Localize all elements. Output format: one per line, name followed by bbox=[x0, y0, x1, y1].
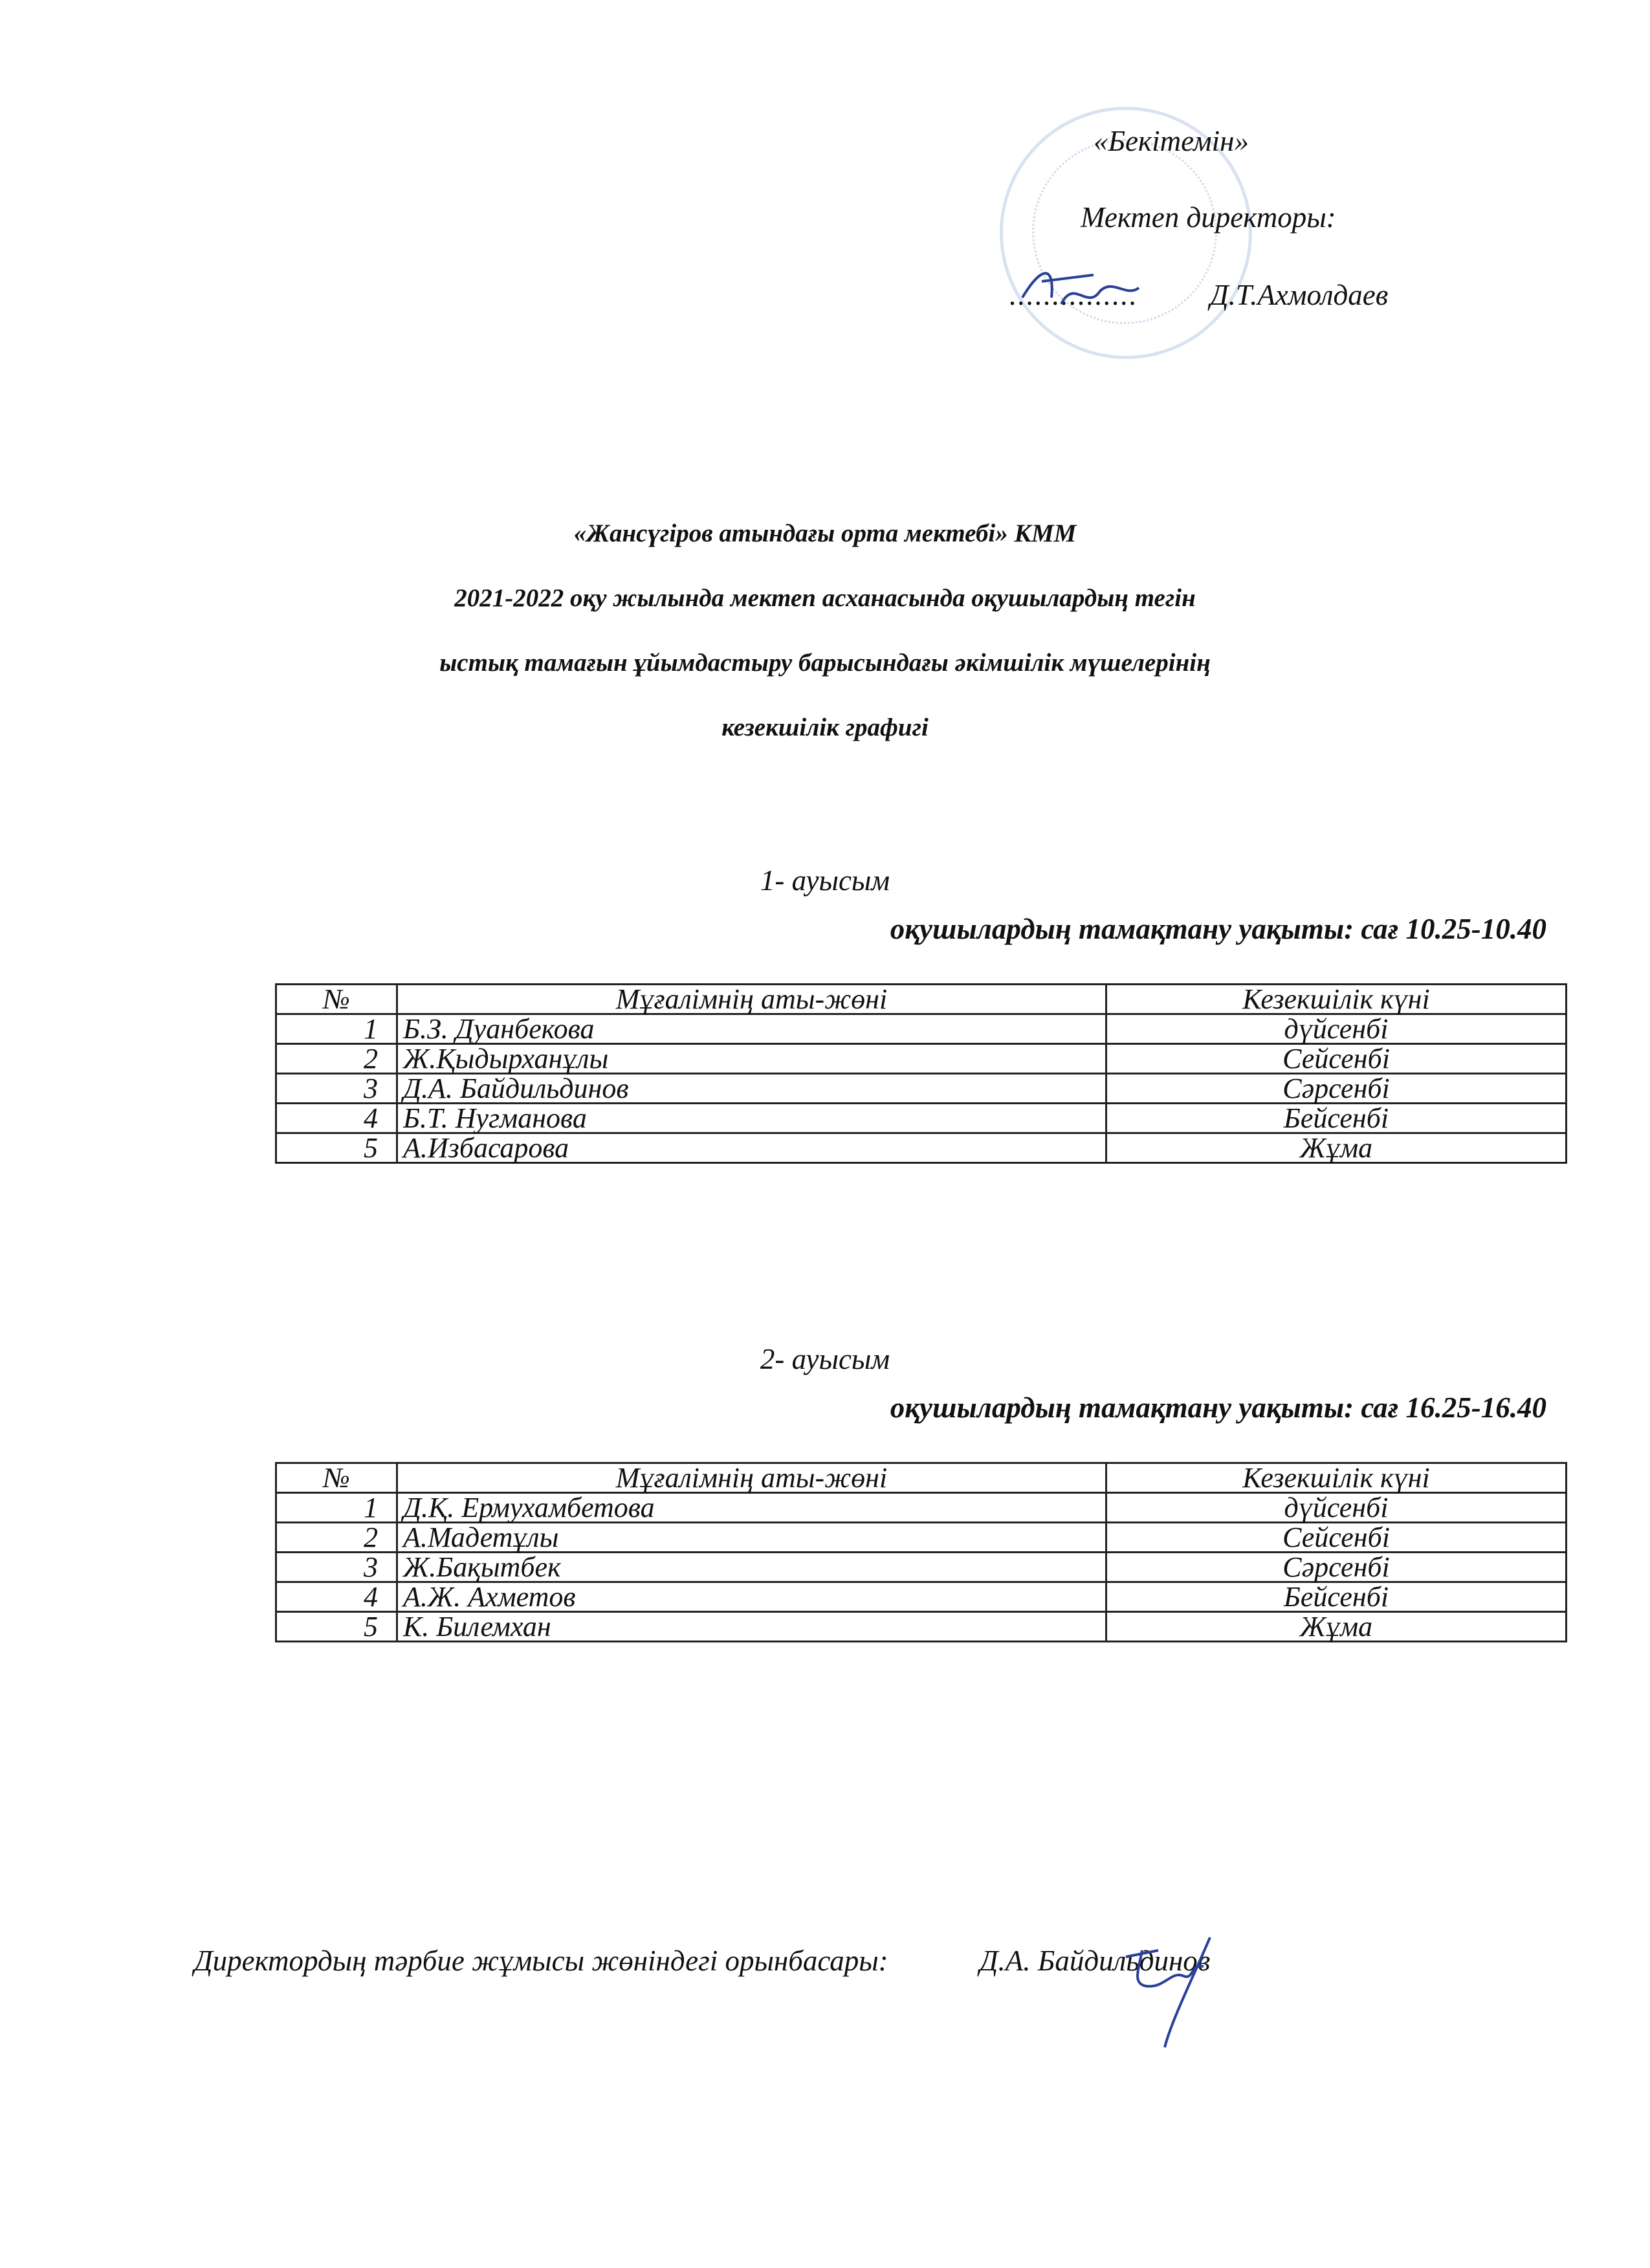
header-day: Кезекшілік күні bbox=[1106, 1463, 1567, 1493]
director-name: Д.Т.Ахмолдаев bbox=[1210, 279, 1389, 311]
title-line-2: 2021-2022 оқу жылында мектеп асханасында оқушылардың тегін bbox=[454, 584, 1196, 612]
header-num: № bbox=[276, 985, 397, 1014]
approval-position: Мектеп директоры: bbox=[1081, 201, 1336, 234]
row-num: 3 bbox=[276, 1553, 397, 1582]
header-num: № bbox=[276, 1463, 397, 1493]
row-name: Б.Т. Нугманова bbox=[397, 1104, 1106, 1133]
signature-line: ............... bbox=[1009, 279, 1138, 311]
table-row bbox=[276, 1104, 1567, 1133]
row-num: 1 bbox=[276, 1493, 397, 1523]
row-name: А.Избасарова bbox=[397, 1133, 1106, 1163]
row-num: 2 bbox=[276, 1523, 397, 1553]
row-num: 4 bbox=[276, 1582, 397, 1612]
row-name: Д.Қ. Ермухамбетова bbox=[397, 1493, 1106, 1523]
row-day: Бейсенбі bbox=[1106, 1582, 1567, 1612]
header-name: Мұғалімнің аты-жөні bbox=[397, 1463, 1106, 1493]
table-row bbox=[276, 1074, 1567, 1104]
row-day: Сәрсенбі bbox=[1106, 1553, 1567, 1582]
header-day: Кезекшілік күні bbox=[1106, 985, 1567, 1014]
approval-heading: «Бекітемін» bbox=[1094, 125, 1249, 157]
table-row bbox=[276, 1523, 1567, 1553]
row-day: Жұма bbox=[1106, 1133, 1567, 1163]
header-name: Мұғалімнің аты-жөні bbox=[397, 985, 1106, 1014]
row-name: Ж.Қыдырханұлы bbox=[397, 1044, 1106, 1074]
row-day: дүйсенбі bbox=[1106, 1493, 1567, 1523]
table-header-row bbox=[276, 985, 1567, 1014]
shift2-table bbox=[275, 1462, 1567, 1642]
title-line-3: ыстық тамағын ұйымдастыру барысындағы әкімшілік мүшелерінің bbox=[439, 649, 1211, 677]
approval-block bbox=[996, 0, 1514, 362]
table-row bbox=[276, 1493, 1567, 1523]
row-num: 5 bbox=[276, 1133, 397, 1163]
table-row bbox=[276, 1133, 1567, 1163]
title-line-4: кезекшілік графигі bbox=[721, 714, 929, 741]
table-row bbox=[276, 1612, 1567, 1642]
row-name: Б.З. Дуанбекова bbox=[397, 1014, 1106, 1044]
shift2-label: 2- ауысым bbox=[760, 1343, 890, 1375]
row-num: 3 bbox=[276, 1074, 397, 1104]
row-day: Сейсенбі bbox=[1106, 1044, 1567, 1074]
deputy-name: Д.А. Байдильдинов bbox=[979, 1945, 1211, 1977]
table-row bbox=[276, 1582, 1567, 1612]
table-header-row bbox=[276, 1463, 1567, 1493]
shift1-label: 1- ауысым bbox=[760, 864, 890, 897]
shift1-table bbox=[275, 983, 1567, 1164]
row-day: Жұма bbox=[1106, 1612, 1567, 1642]
row-name: А.Мадетұлы bbox=[397, 1523, 1106, 1553]
title-line-1: «Жансүгіров атындағы орта мектебі» КММ bbox=[573, 519, 1077, 547]
row-name: К. Билемхан bbox=[397, 1612, 1106, 1642]
row-name: А.Ж. Ахметов bbox=[397, 1582, 1106, 1612]
table-row bbox=[276, 1014, 1567, 1044]
table-row bbox=[276, 1044, 1567, 1074]
deputy-footer bbox=[194, 1944, 1210, 1978]
document-title bbox=[0, 501, 1650, 760]
row-day: дүйсенбі bbox=[1106, 1014, 1567, 1044]
table-row bbox=[276, 1553, 1567, 1582]
shift2-time: оқушылардың тамақтану уақыты: сағ 16.25-16.40 bbox=[890, 1391, 1546, 1424]
shift1-time: оқушылардың тамақтану уақыты: сағ 10.25-10.40 bbox=[890, 913, 1546, 945]
row-name: Д.А. Байдильдинов bbox=[397, 1074, 1106, 1104]
row-num: 2 bbox=[276, 1044, 397, 1074]
row-num: 1 bbox=[276, 1014, 397, 1044]
row-day: Сәрсенбі bbox=[1106, 1074, 1567, 1104]
deputy-position: Директордың тәрбие жұмысы жөніндегі орынбасары: bbox=[194, 1945, 888, 1977]
row-num: 4 bbox=[276, 1104, 397, 1133]
row-day: Сейсенбі bbox=[1106, 1523, 1567, 1553]
row-name: Ж.Бақытбек bbox=[397, 1553, 1106, 1582]
row-num: 5 bbox=[276, 1612, 397, 1642]
row-day: Бейсенбі bbox=[1106, 1104, 1567, 1133]
